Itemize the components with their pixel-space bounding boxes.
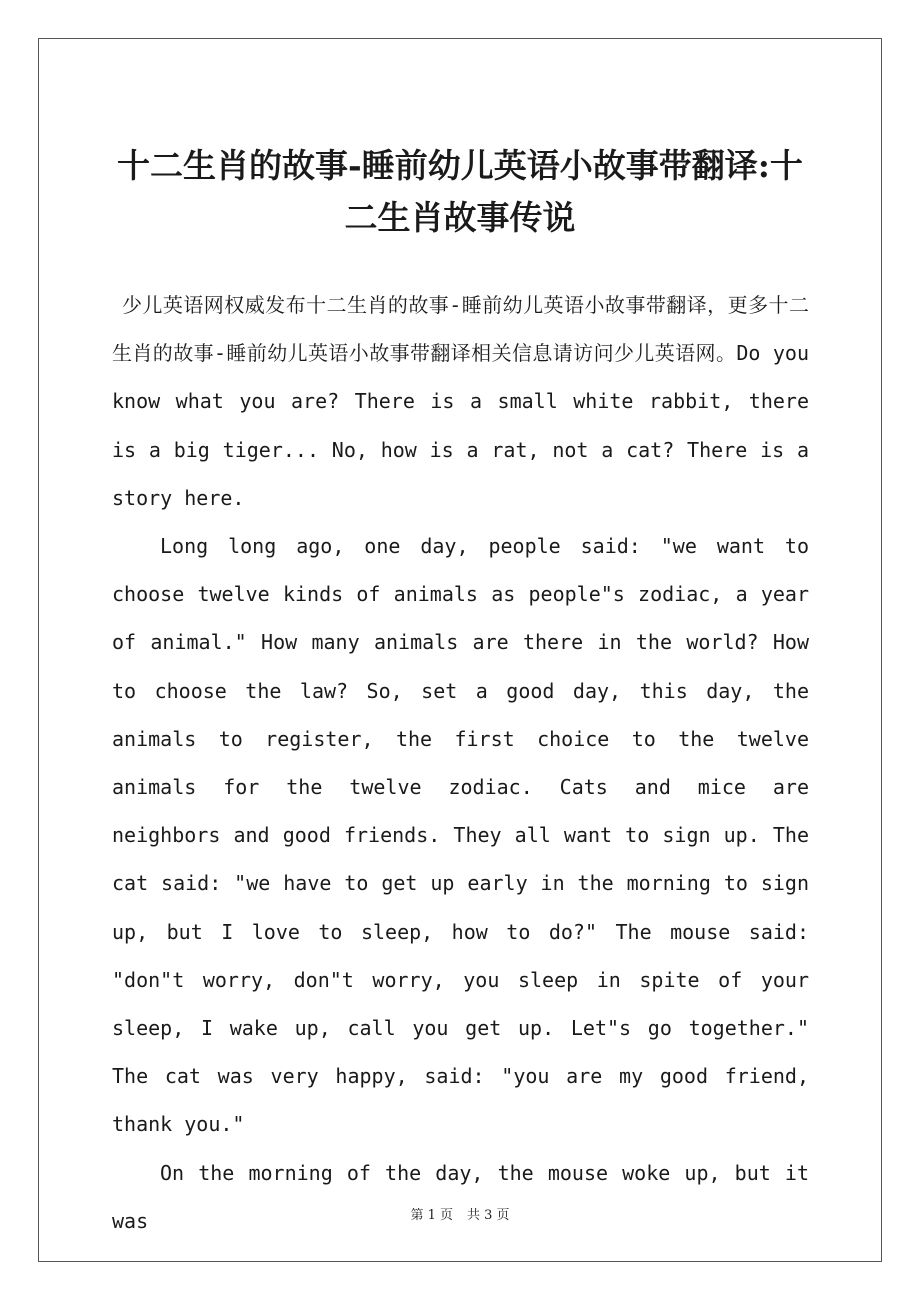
page-footer — [0, 1207, 920, 1225]
page-number: 第 1 页 — [410, 1208, 453, 1223]
paragraph-intro: 少儿英语网权威发布十二生肖的故事-睡前幼儿英语小故事带翻译，更多十二生肖的故事-睡前幼儿英语小故事带翻译相关信息请访问少儿英语网。Do you know what you are? There is a small white rabbit, there is a big tiger... No, how is a rat, not a cat? There is a story here. — [112, 293, 809, 510]
paragraph-story-1: Long long ago, one day, people said: "we want to choose twelve kinds of animals as people"s zodiac, a year of animal." How many animals are there in the world? How to choose the law? So, set a good day, this day, the animals to register, the first choice to the twelve animals for the twelve zodiac. Cats and mice are neighbors and good friends. They all want to sign up. The cat said: "we have to get up early in the morning to sign up, but I love to sleep, how to do?" The mouse said: "don"t worry, don"t worry, you sleep in spite of your sleep, I wake up, call you get up. Let"s go together." The cat was very happy, said: "you are my good friend, thank you." — [112, 534, 809, 1137]
document-title: 十二生肖的故事-睡前幼儿英语小故事带翻译:十二生肖故事传说 — [117, 146, 803, 237]
page-total: 共 3 页 — [467, 1208, 510, 1223]
paragraph-story-2: On the morning of the day, the mouse woke up, but it was — [112, 1160, 809, 1233]
document-body — [112, 281, 809, 1245]
